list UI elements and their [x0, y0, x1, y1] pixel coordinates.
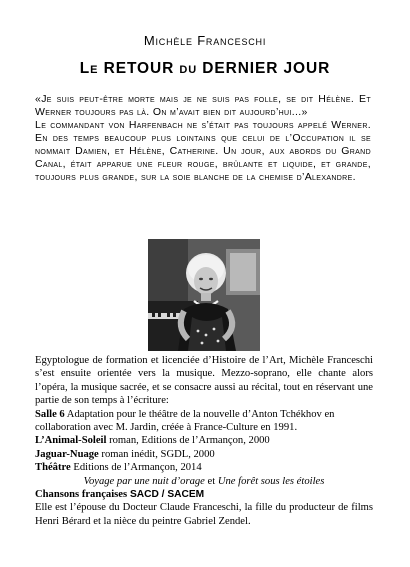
work-description: roman, Editions de l’Armançon, 2000 — [106, 435, 270, 447]
work-item-animal-soleil — [35, 434, 373, 447]
bio-closing: Elle est l’épouse du Docteur Claude Franceschi, la fille du producteur de films Henri Bérard et la nièce du peintre Gabriel Zendel. — [35, 502, 373, 527]
work-description: roman inédit, SGDL, 2000 — [98, 448, 215, 460]
book-excerpt — [35, 93, 371, 184]
work-title: Théâtre — [35, 462, 71, 474]
excerpt-paragraph-1: «Je suis peut-être morte mais je ne suis pas folle, se dit Hélène. Et Werner toujours pas là. On m’avait bien dit aujourd’hui...» — [35, 93, 371, 118]
work-description: Adaptation pour le théâtre de la nouvelle d’Anton Tchékhov en collaboration avec M. Jardin, créée à France-Culture en 1991. — [35, 408, 335, 434]
play-title: Voyage par une nuit d’orage — [83, 475, 205, 487]
songs-label: Chansons françaises — [35, 489, 128, 501]
theatre-plays-line — [35, 475, 373, 488]
book-title: Le RETOUR du DERNIER JOUR — [79, 60, 331, 77]
play-conjunction: et — [204, 475, 218, 487]
work-title: Salle 6 — [35, 408, 65, 420]
author-biography — [35, 354, 373, 528]
author-portrait-photo — [148, 239, 260, 351]
bio-intro: Egyptologue de formation et licenciée d’Histoire de l’Art, Michèle Franceschi s’est ensuite orientée vers la musique. Mezzo-soprano, elle chante alors l’opéra, la musique sacrée, et se consacre aussi au récital, tout en réservant une partie de son temps à l’écriture: — [35, 355, 373, 407]
songs-line — [35, 488, 373, 501]
excerpt-paragraph-2: Le commandant von Harfenbach ne s’était pas toujours appelé Werner. En des temps beaucoup plus lointains que celui de l’Occupation il se nommait Damien, et Hélène, Catherine. Un jour, aux abords du Grand Canal, était apparue une fleur rouge, brûlante et liquide, et grande, toujours plus grande, sur la soie blanche de la chemise d’Alexandre. — [35, 119, 371, 183]
work-description: Editions de l’Armançon, 2014 — [70, 462, 202, 474]
portrait-illustration — [148, 239, 260, 351]
work-title: Jaguar-Nuage — [35, 448, 99, 460]
work-item-jaguar-nuage — [35, 448, 373, 461]
songs-organizations: SACD / SACEM — [127, 489, 205, 501]
author-name: Michèle Franceschi — [143, 33, 267, 48]
play-title: Une forêt sous les étoiles — [217, 475, 325, 487]
work-item-salle-6 — [35, 408, 373, 435]
work-title: L’Animal-Soleil — [35, 435, 107, 447]
work-item-theatre — [35, 461, 373, 474]
